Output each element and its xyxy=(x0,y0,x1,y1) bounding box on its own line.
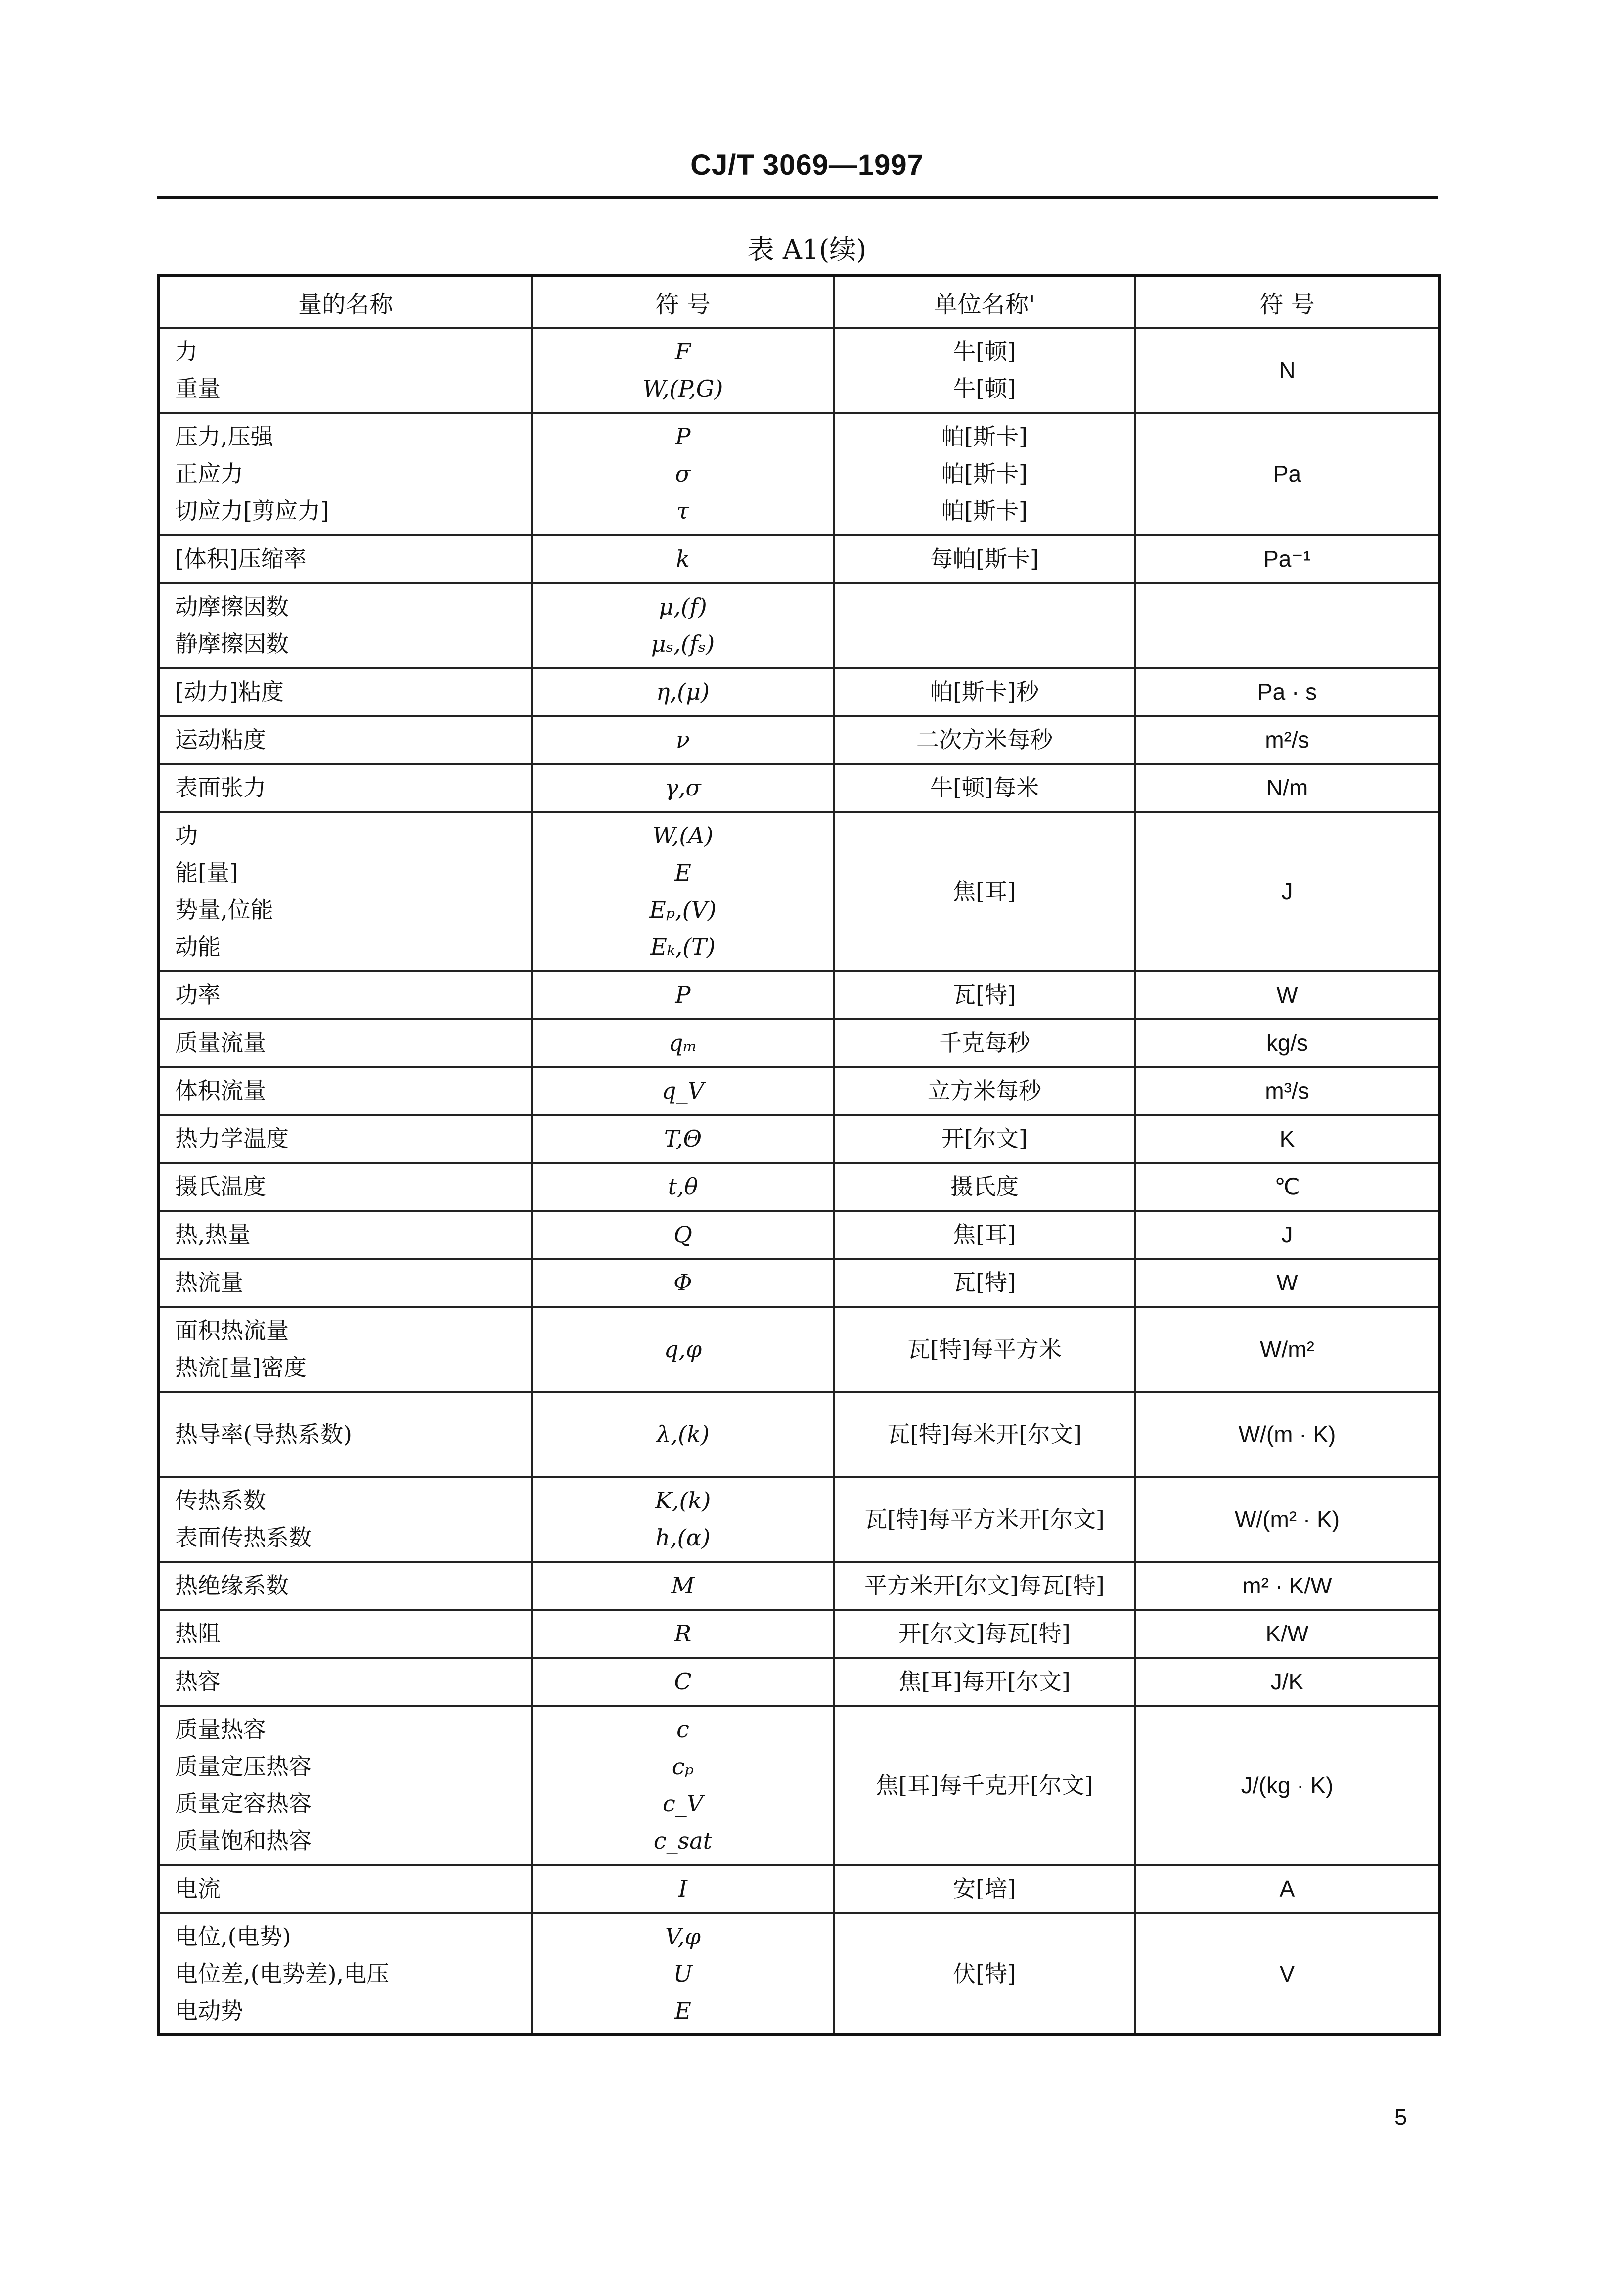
quantity-name-line: 热容 xyxy=(175,1668,221,1695)
quantity-symbol-cell xyxy=(532,413,834,535)
unit-name-cell xyxy=(834,812,1135,971)
unit-symbol-cell xyxy=(1135,328,1439,413)
unit-name-line xyxy=(850,607,1120,644)
quantity-name-cell xyxy=(159,535,532,583)
quantity-name-cell xyxy=(159,1259,532,1307)
table-header-row xyxy=(159,276,1439,328)
quantity-symbol-cell xyxy=(532,1019,834,1067)
unit-symbol-line: Pa⁻¹ xyxy=(1263,546,1311,572)
quantity-name-cell xyxy=(159,1865,532,1913)
unit-symbol-line: m² · K/W xyxy=(1242,1573,1332,1598)
quantity-name-line: 体积流量 xyxy=(175,1077,266,1104)
quantity-symbol-cell xyxy=(532,971,834,1019)
quantity-symbol-line: q_V xyxy=(662,1077,704,1104)
quantity-name-line: 电动势 xyxy=(175,1997,243,2024)
quantity-name-line: 电位,(电势) xyxy=(175,1923,291,1950)
unit-symbol-cell xyxy=(1135,1865,1439,1913)
unit-symbol-line: K xyxy=(1279,1126,1295,1151)
table-row xyxy=(159,1610,1439,1658)
quantity-name-line: 热流量 xyxy=(175,1269,243,1296)
quantity-name-line: 动能 xyxy=(175,933,221,960)
quantity-symbol-line: h,(α) xyxy=(655,1524,711,1551)
quantity-symbol-line: W,(A) xyxy=(652,822,714,849)
unit-symbol-cell xyxy=(1135,1115,1439,1163)
unit-name-cell xyxy=(834,1562,1135,1610)
table-row xyxy=(159,971,1439,1019)
quantity-symbol-line: F xyxy=(675,338,691,365)
unit-symbol-line: W xyxy=(1276,982,1298,1008)
unit-symbol-cell xyxy=(1135,716,1439,764)
unit-name-line: 瓦[特]每米开[尔文] xyxy=(887,1420,1082,1448)
unit-name-line: 平方米开[尔文]每瓦[特] xyxy=(864,1572,1105,1599)
unit-name-cell xyxy=(834,1913,1135,2035)
unit-symbol-cell xyxy=(1135,1163,1439,1211)
table-caption: 表 A1(续) xyxy=(747,234,867,265)
unit-name-cell xyxy=(834,1259,1135,1307)
unit-symbol-cell xyxy=(1135,1019,1439,1067)
quantity-name-line: 质量定压热容 xyxy=(175,1753,312,1780)
quantity-name-cell xyxy=(159,764,532,812)
quantity-symbol-line: E xyxy=(674,1997,691,2024)
quantity-name-line: 重量 xyxy=(175,375,221,402)
quantity-symbol-line: λ,(k) xyxy=(656,1420,710,1448)
unit-symbol-line: W/m² xyxy=(1260,1336,1314,1362)
unit-name-line: 开[尔文]每瓦[特] xyxy=(898,1620,1071,1647)
unit-symbol-line: V xyxy=(1279,1960,1295,1987)
quantity-name-line: 热力学温度 xyxy=(175,1125,289,1152)
quantity-name-line: 传热系数 xyxy=(175,1487,266,1514)
quantity-symbol-line: q,φ xyxy=(664,1335,702,1363)
table-row xyxy=(159,1913,1439,2035)
quantity-name-cell xyxy=(159,1115,532,1163)
table-row xyxy=(159,1259,1439,1307)
unit-name-line: 二次方米每秒 xyxy=(916,726,1053,753)
quantity-symbol-line: Φ xyxy=(673,1269,692,1296)
quantity-symbol-cell xyxy=(532,1562,834,1610)
unit-symbol-cell xyxy=(1135,1706,1439,1865)
column-header-unit-symbol: 符 号 xyxy=(1135,276,1439,328)
unit-symbol-cell xyxy=(1135,971,1439,1019)
quantity-symbol-cell xyxy=(532,1658,834,1706)
unit-symbol-line: W/(m² · K) xyxy=(1234,1506,1340,1532)
unit-symbol-cell xyxy=(1135,535,1439,583)
quantity-name-cell xyxy=(159,1163,532,1211)
unit-name-line: 开[尔文] xyxy=(942,1125,1028,1152)
quantity-name-line: 运动粘度 xyxy=(175,726,266,753)
table-row xyxy=(159,1658,1439,1706)
unit-name-line: 瓦[特]每平方米 xyxy=(907,1335,1062,1363)
unit-name-line: 帕[斯卡] xyxy=(942,460,1028,487)
unit-name-cell xyxy=(834,1115,1135,1163)
unit-symbol-cell xyxy=(1135,1913,1439,2035)
unit-name-line: 每帕[斯卡] xyxy=(930,545,1039,572)
quantity-name-line: 力 xyxy=(175,338,198,365)
quantity-name-cell xyxy=(159,1307,532,1392)
unit-symbol-cell xyxy=(1135,764,1439,812)
quantity-name-line: 切应力[剪应力] xyxy=(175,497,329,524)
quantity-name-line: [体积]压缩率 xyxy=(175,545,307,572)
quantity-symbol-cell xyxy=(532,1913,834,2035)
unit-symbol-cell xyxy=(1135,1392,1439,1477)
unit-symbol-cell xyxy=(1135,668,1439,716)
quantity-symbol-cell xyxy=(532,1307,834,1392)
quantity-name-cell xyxy=(159,1019,532,1067)
quantity-symbol-line: τ xyxy=(676,497,689,524)
unit-symbol-line: K/W xyxy=(1265,1621,1309,1646)
unit-name-cell xyxy=(834,971,1135,1019)
quantity-symbol-cell xyxy=(532,1865,834,1913)
quantity-symbol-cell xyxy=(532,1610,834,1658)
table-row xyxy=(159,535,1439,583)
quantity-name-line: 电流 xyxy=(175,1875,221,1902)
quantity-symbol-line: Eₖ,(T) xyxy=(650,933,716,960)
quantity-name-line: 势量,位能 xyxy=(175,896,273,923)
column-header-unit-name: 单位名称' xyxy=(834,276,1135,328)
quantity-name-line: 热绝缘系数 xyxy=(175,1572,289,1599)
table-row xyxy=(159,716,1439,764)
unit-name-cell xyxy=(834,1163,1135,1211)
table-row xyxy=(159,413,1439,535)
unit-name-cell xyxy=(834,1019,1135,1067)
quantity-symbol-line: I xyxy=(678,1875,688,1902)
quantity-name-line: 热导率(导热系数) xyxy=(175,1420,352,1448)
unit-symbol-cell xyxy=(1135,1259,1439,1307)
table-row xyxy=(159,1706,1439,1865)
page-header: CJ/T 3069—1997 xyxy=(690,149,924,181)
unit-name-line: 焦[耳] xyxy=(953,1221,1016,1248)
unit-symbol-line: m³/s xyxy=(1265,1078,1309,1104)
table-row xyxy=(159,1019,1439,1067)
quantity-name-line: 面积热流量 xyxy=(175,1317,289,1344)
unit-symbol-cell xyxy=(1135,1610,1439,1658)
table-row xyxy=(159,668,1439,716)
unit-symbol-cell xyxy=(1135,1562,1439,1610)
unit-symbol-line: N/m xyxy=(1266,775,1308,800)
unit-symbol-line: N xyxy=(1279,357,1296,383)
quantity-symbol-line: μₛ,(fₛ) xyxy=(651,630,715,657)
quantity-name-line: 能[量] xyxy=(175,859,238,886)
table-row xyxy=(159,1115,1439,1163)
quantity-symbol-line: k xyxy=(676,545,690,572)
table-row xyxy=(159,812,1439,971)
quantity-name-line: 动摩擦因数 xyxy=(175,593,289,620)
quantity-symbol-line: ν xyxy=(676,726,690,753)
unit-symbol-line xyxy=(1151,607,1423,644)
quantity-symbol-line: η,(μ) xyxy=(656,678,710,705)
quantity-name-line: 热阻 xyxy=(175,1620,221,1647)
quantity-symbol-line: c_V xyxy=(663,1790,703,1817)
table-row xyxy=(159,1562,1439,1610)
quantity-symbol-cell xyxy=(532,1115,834,1163)
quantity-symbol-cell xyxy=(532,1163,834,1211)
unit-name-line: 牛[顿]每米 xyxy=(930,774,1039,801)
quantity-symbol-line: T,Θ xyxy=(664,1125,702,1152)
table-row xyxy=(159,1392,1439,1477)
quantity-name-line: 功率 xyxy=(175,981,221,1008)
quantity-symbol-cell xyxy=(532,812,834,971)
column-header-quantity-symbol: 符 号 xyxy=(532,276,834,328)
quantity-name-cell xyxy=(159,668,532,716)
quantity-name-cell xyxy=(159,1067,532,1115)
unit-symbol-line: J xyxy=(1281,878,1293,904)
table-row xyxy=(159,1067,1439,1115)
quantity-name-cell xyxy=(159,1211,532,1259)
quantity-symbol-line: μ,(f) xyxy=(659,593,707,620)
page-number: 5 xyxy=(1394,2104,1407,2130)
unit-symbol-cell xyxy=(1135,1067,1439,1115)
quantity-name-line: 静摩擦因数 xyxy=(175,630,289,657)
unit-name-cell xyxy=(834,583,1135,668)
unit-name-line: 牛[顿] xyxy=(953,338,1016,365)
unit-name-cell xyxy=(834,1307,1135,1392)
unit-symbol-cell xyxy=(1135,1211,1439,1259)
unit-name-line: 帕[斯卡]秒 xyxy=(930,678,1039,705)
unit-name-line: 伏[特] xyxy=(953,1960,1016,1987)
quantity-name-cell xyxy=(159,413,532,535)
quantity-name-line: 摄氏温度 xyxy=(175,1173,266,1200)
quantity-name-line: 热,热量 xyxy=(175,1221,251,1248)
table-row xyxy=(159,1211,1439,1259)
quantity-name-line: 质量饱和热容 xyxy=(175,1827,312,1854)
quantity-name-cell xyxy=(159,583,532,668)
quantity-name-line: 电位差,(电势差),电压 xyxy=(175,1960,390,1987)
quantity-name-cell xyxy=(159,971,532,1019)
quantity-name-line: 表面张力 xyxy=(175,774,266,801)
unit-name-line: 摄氏度 xyxy=(950,1173,1019,1200)
unit-symbol-cell xyxy=(1135,1658,1439,1706)
unit-name-line: 立方米每秒 xyxy=(928,1077,1041,1104)
quantity-symbol-cell xyxy=(532,1706,834,1865)
unit-name-cell xyxy=(834,1211,1135,1259)
quantity-symbol-cell xyxy=(532,668,834,716)
unit-symbol-line: A xyxy=(1279,1876,1295,1901)
quantity-symbol-cell xyxy=(532,716,834,764)
unit-name-line: 瓦[特] xyxy=(953,1269,1016,1296)
quantity-symbol-line: W,(P,G) xyxy=(642,375,723,402)
quantity-symbol-line: cₚ xyxy=(672,1753,694,1780)
quantity-name-line: 质量流量 xyxy=(175,1029,266,1056)
quantity-symbol-line: t,θ xyxy=(668,1173,698,1200)
table-row xyxy=(159,1163,1439,1211)
unit-name-line: 焦[耳] xyxy=(953,878,1016,905)
unit-symbol-line: Pa · s xyxy=(1257,679,1317,705)
table-row xyxy=(159,1307,1439,1392)
quantity-name-line: 热流[量]密度 xyxy=(175,1354,307,1381)
quantity-symbol-line: Q xyxy=(673,1221,692,1248)
unit-name-cell xyxy=(834,1658,1135,1706)
header-rule xyxy=(157,196,1438,199)
quantity-symbol-cell xyxy=(532,1211,834,1259)
quantity-symbol-line: Eₚ,(V) xyxy=(649,896,717,923)
quantity-symbol-cell xyxy=(532,583,834,668)
quantity-symbol-line: E xyxy=(674,859,691,886)
unit-name-cell xyxy=(834,1865,1135,1913)
unit-name-line: 安[培] xyxy=(953,1875,1016,1902)
quantity-name-cell xyxy=(159,1913,532,2035)
unit-name-cell xyxy=(834,668,1135,716)
quantity-symbol-line: C xyxy=(674,1668,692,1695)
table-row xyxy=(159,764,1439,812)
unit-symbol-line: J/(kg · K) xyxy=(1241,1772,1334,1798)
unit-name-cell xyxy=(834,1067,1135,1115)
quantity-name-line: 正应力 xyxy=(175,460,243,487)
unit-name-line: 焦[耳]每开[尔文] xyxy=(898,1668,1071,1695)
quantity-symbol-line: U xyxy=(673,1960,693,1987)
quantity-symbol-cell xyxy=(532,535,834,583)
quantity-name-cell xyxy=(159,328,532,413)
unit-symbol-line: W/(m · K) xyxy=(1238,1421,1336,1447)
quantity-name-line: 表面传热系数 xyxy=(175,1524,312,1551)
quantity-symbol-cell xyxy=(532,328,834,413)
table-row xyxy=(159,1865,1439,1913)
unit-symbol-cell xyxy=(1135,1477,1439,1562)
quantity-symbol-line: P xyxy=(675,423,691,450)
quantity-symbol-line: P xyxy=(675,981,691,1008)
quantity-symbol-cell xyxy=(532,1259,834,1307)
unit-symbol-line: ℃ xyxy=(1274,1174,1300,1199)
unit-symbol-line: m²/s xyxy=(1265,727,1309,752)
unit-symbol-cell xyxy=(1135,1307,1439,1392)
unit-name-cell xyxy=(834,1706,1135,1865)
unit-symbol-line: J/K xyxy=(1270,1669,1304,1694)
unit-name-line: 牛[顿] xyxy=(953,375,1016,402)
table-row xyxy=(159,1477,1439,1562)
unit-symbol-cell xyxy=(1135,583,1439,668)
unit-name-line: 瓦[特]每平方米开[尔文] xyxy=(864,1505,1105,1533)
quantities-table xyxy=(157,274,1441,2036)
unit-name-cell xyxy=(834,1477,1135,1562)
quantity-name-cell xyxy=(159,716,532,764)
quantity-symbol-cell xyxy=(532,1392,834,1477)
quantity-symbol-line: σ xyxy=(675,460,691,487)
quantity-name-cell xyxy=(159,1562,532,1610)
unit-name-cell xyxy=(834,716,1135,764)
unit-symbol-cell xyxy=(1135,413,1439,535)
table-row xyxy=(159,583,1439,668)
quantity-name-cell xyxy=(159,1392,532,1477)
quantity-symbol-line: M xyxy=(671,1572,695,1599)
quantity-name-line: 质量热容 xyxy=(175,1716,266,1743)
quantity-symbol-line: c xyxy=(676,1716,689,1743)
unit-symbol-line: kg/s xyxy=(1266,1030,1308,1056)
unit-name-line: 帕[斯卡] xyxy=(942,423,1028,450)
quantity-name-line: 压力,压强 xyxy=(175,423,273,450)
unit-name-cell xyxy=(834,1392,1135,1477)
quantity-symbol-line: qₘ xyxy=(669,1029,697,1056)
quantity-symbol-line: V,φ xyxy=(665,1923,701,1950)
unit-symbol-line: W xyxy=(1276,1270,1298,1295)
quantity-symbol-line: R xyxy=(674,1620,692,1647)
quantity-name-line: [动力]粘度 xyxy=(175,678,284,705)
quantity-name-cell xyxy=(159,812,532,971)
unit-name-cell xyxy=(834,1610,1135,1658)
column-header-quantity-name: 量的名称 xyxy=(159,276,532,328)
quantity-symbol-cell xyxy=(532,1067,834,1115)
unit-name-line: 千克每秒 xyxy=(939,1029,1030,1056)
unit-name-line: 瓦[特] xyxy=(953,981,1016,1008)
unit-name-cell xyxy=(834,764,1135,812)
quantity-symbol-line: K,(k) xyxy=(655,1487,711,1514)
unit-name-cell xyxy=(834,535,1135,583)
unit-symbol-cell xyxy=(1135,812,1439,971)
quantity-name-cell xyxy=(159,1610,532,1658)
quantity-name-cell xyxy=(159,1658,532,1706)
unit-symbol-line: J xyxy=(1281,1222,1293,1247)
quantity-name-cell xyxy=(159,1477,532,1562)
quantity-name-cell xyxy=(159,1706,532,1865)
unit-name-cell xyxy=(834,328,1135,413)
quantity-symbol-cell xyxy=(532,764,834,812)
quantity-symbol-cell xyxy=(532,1477,834,1562)
quantity-symbol-line: γ,σ xyxy=(665,774,701,801)
table-row xyxy=(159,328,1439,413)
quantity-symbol-line: c_sat xyxy=(653,1827,713,1854)
quantity-name-line: 质量定容热容 xyxy=(175,1790,312,1817)
table-body xyxy=(159,328,1439,2035)
unit-name-line: 帕[斯卡] xyxy=(942,497,1028,524)
unit-name-line: 焦[耳]每千克开[尔文] xyxy=(876,1771,1093,1799)
unit-name-cell xyxy=(834,413,1135,535)
quantity-name-line: 功 xyxy=(175,822,198,849)
unit-symbol-line: Pa xyxy=(1273,461,1301,486)
